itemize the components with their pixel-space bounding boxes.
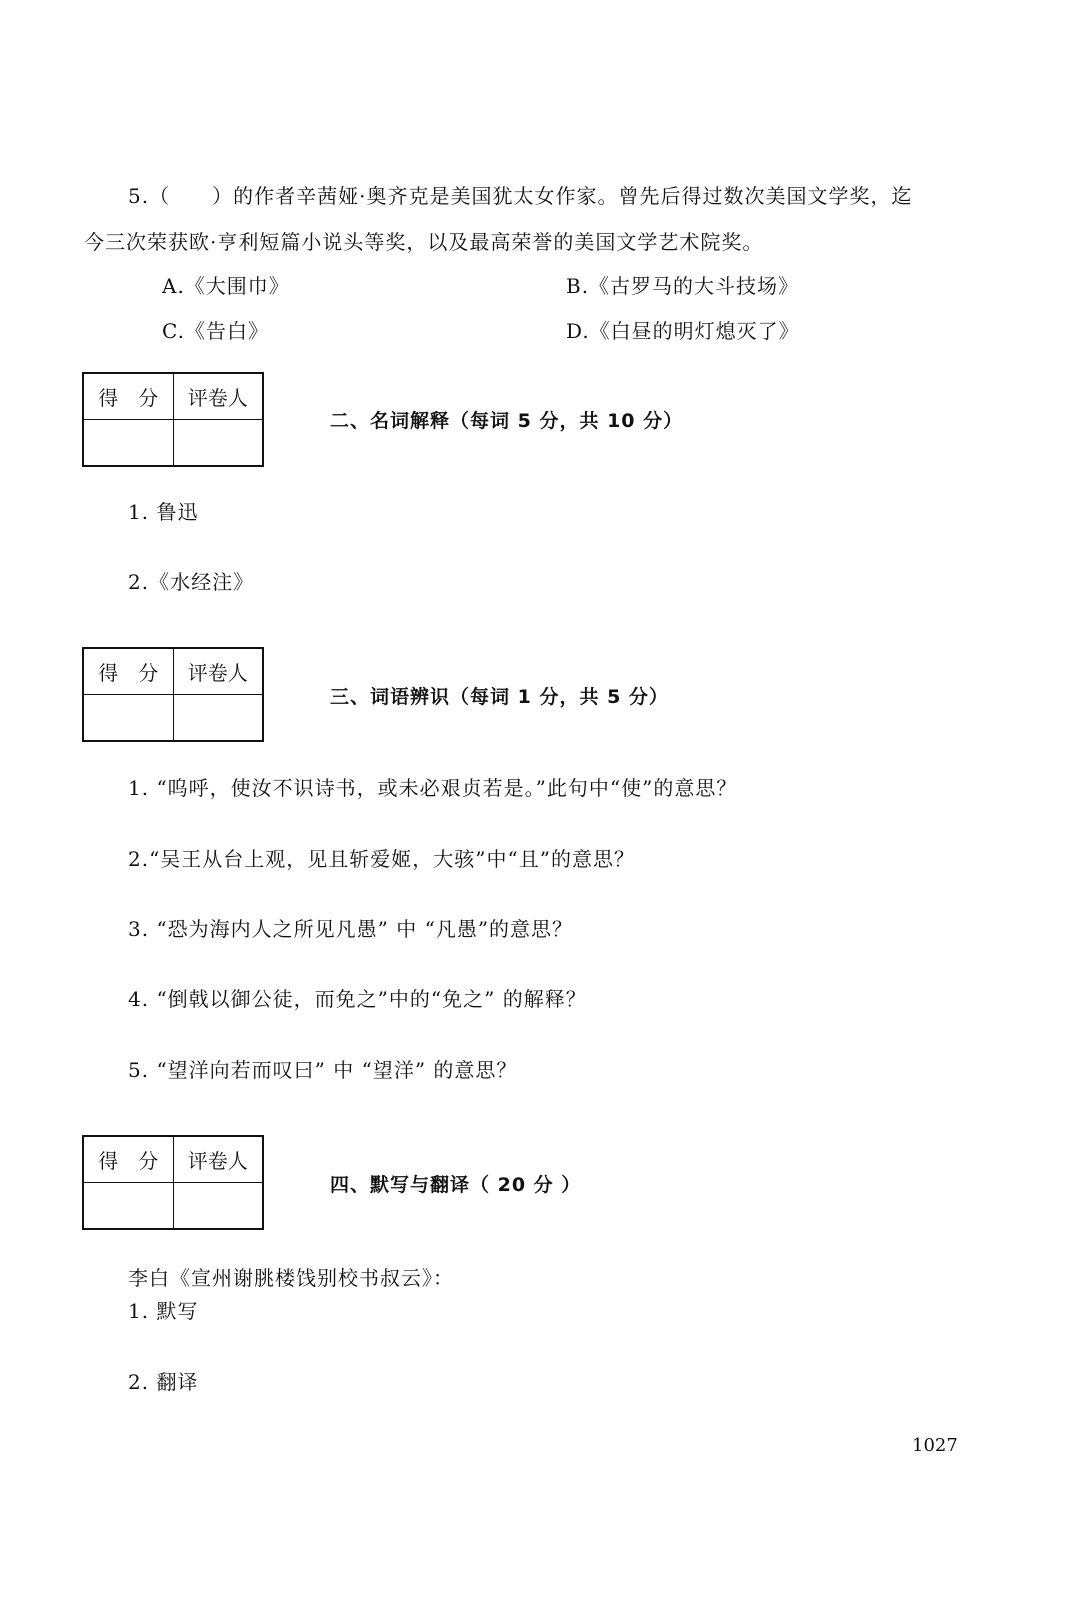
- score-table-section2: [82, 372, 264, 467]
- option-b: B.《古罗马的大斗技场》: [566, 274, 800, 298]
- option-d: D.《白昼的明灯熄灭了》: [566, 319, 800, 343]
- grader-cell: [173, 420, 263, 467]
- score-label: 得 分: [83, 648, 173, 695]
- question5-line1: 5.（ ）的作者辛茜娅·奥齐克是美国犹太女作家。曾先后得过数次美国文学奖，迄: [128, 184, 913, 208]
- score-cell: [83, 420, 173, 467]
- section2-item-2: 2.《水经注》: [128, 570, 255, 594]
- section4-item-1: 1. 默写: [128, 1299, 199, 1323]
- score-table-section4: [82, 1135, 264, 1230]
- section3-item-1: 1. “呜呼，使汝不识诗书，或未必艰贞若是。”此句中“使”的意思？: [128, 776, 738, 800]
- option-c: C.《告白》: [162, 319, 269, 343]
- section3-item-2: 2.“吴王从台上观，见且斩爱姬，大骇”中“且”的意思？: [128, 847, 635, 871]
- option-a: A.《大围巾》: [162, 274, 290, 298]
- score-label: 得 分: [83, 373, 173, 420]
- section3-item-4: 4. “倒戟以御公徒，而免之”中的“免之” 的解释？: [128, 987, 587, 1011]
- section2-heading: 二、名词解释（每词 5 分，共 10 分）: [330, 410, 684, 432]
- score-cell: [83, 1183, 173, 1230]
- score-cell: [83, 695, 173, 742]
- score-table-section3: [82, 647, 264, 742]
- grader-label: 评卷人: [173, 648, 263, 695]
- grader-label: 评卷人: [173, 373, 263, 420]
- score-label: 得 分: [83, 1136, 173, 1183]
- section3-heading: 三、词语辨识（每词 1 分，共 5 分）: [330, 686, 669, 708]
- section3-item-5: 5. “望洋向若而叹曰” 中 “望洋” 的意思？: [128, 1058, 518, 1082]
- page-number: 1027: [912, 1435, 958, 1456]
- section4-item-2: 2. 翻译: [128, 1370, 199, 1394]
- section4-intro: 李白《宣州谢朓楼饯别校书叔云》：: [128, 1266, 454, 1290]
- question5-line2: 今三次荣获欧·亨利短篇小说头等奖，以及最高荣誉的美国文学艺术院奖。: [84, 230, 764, 254]
- grader-label: 评卷人: [173, 1136, 263, 1183]
- grader-cell: [173, 695, 263, 742]
- grader-cell: [173, 1183, 263, 1230]
- section3-item-3: 3. “恐为海内人之所见凡愚” 中 “凡愚”的意思？: [128, 917, 574, 941]
- section2-item-1: 1. 鲁迅: [128, 500, 199, 524]
- section4-heading: 四、默写与翻译（ 20 分 ）: [330, 1174, 582, 1196]
